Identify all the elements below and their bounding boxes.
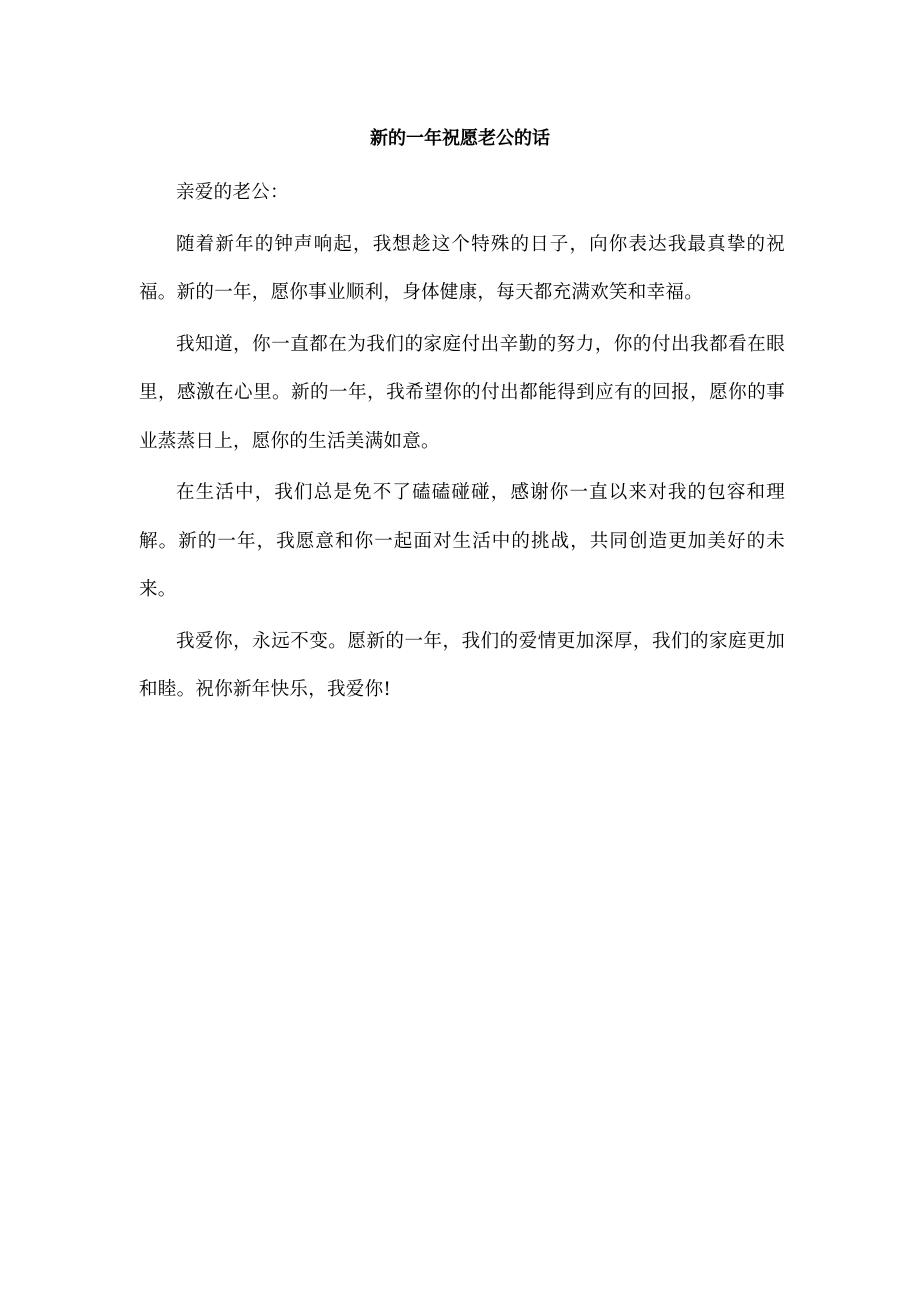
- document-body: [139, 169, 785, 718]
- paragraph-2: 我知道，你一直都在为我们的家庭付出辛勤的努力，你的付出我都看在眼里，感激在心里。新的一年，我希望你的付出都能得到应有的回报，愿你的事业蒸蒸日上，愿你的生活美满如意。: [139, 333, 785, 452]
- paragraph-1: 随着新年的钟声响起，我想趁这个特殊的日子，向你表达我最真挚的祝福。新的一年，愿你事业顺利，身体健康，每天都充满欢笑和幸福。: [139, 233, 785, 303]
- salutation: 亲爱的老公：: [176, 182, 289, 203]
- document-title: 新的一年祝愿老公的话: [370, 128, 550, 149]
- paragraph-4: 我爱你，永远不变。愿新的一年，我们的爱情更加深厚，我们的家庭更加和睦。祝你新年快乐，我爱你!: [139, 630, 785, 700]
- paragraph-3: 在生活中，我们总是免不了磕磕碰碰，感谢你一直以来对我的包容和理解。新的一年，我愿意和你一起面对生活中的挑战，共同创造更加美好的未来。: [139, 482, 785, 600]
